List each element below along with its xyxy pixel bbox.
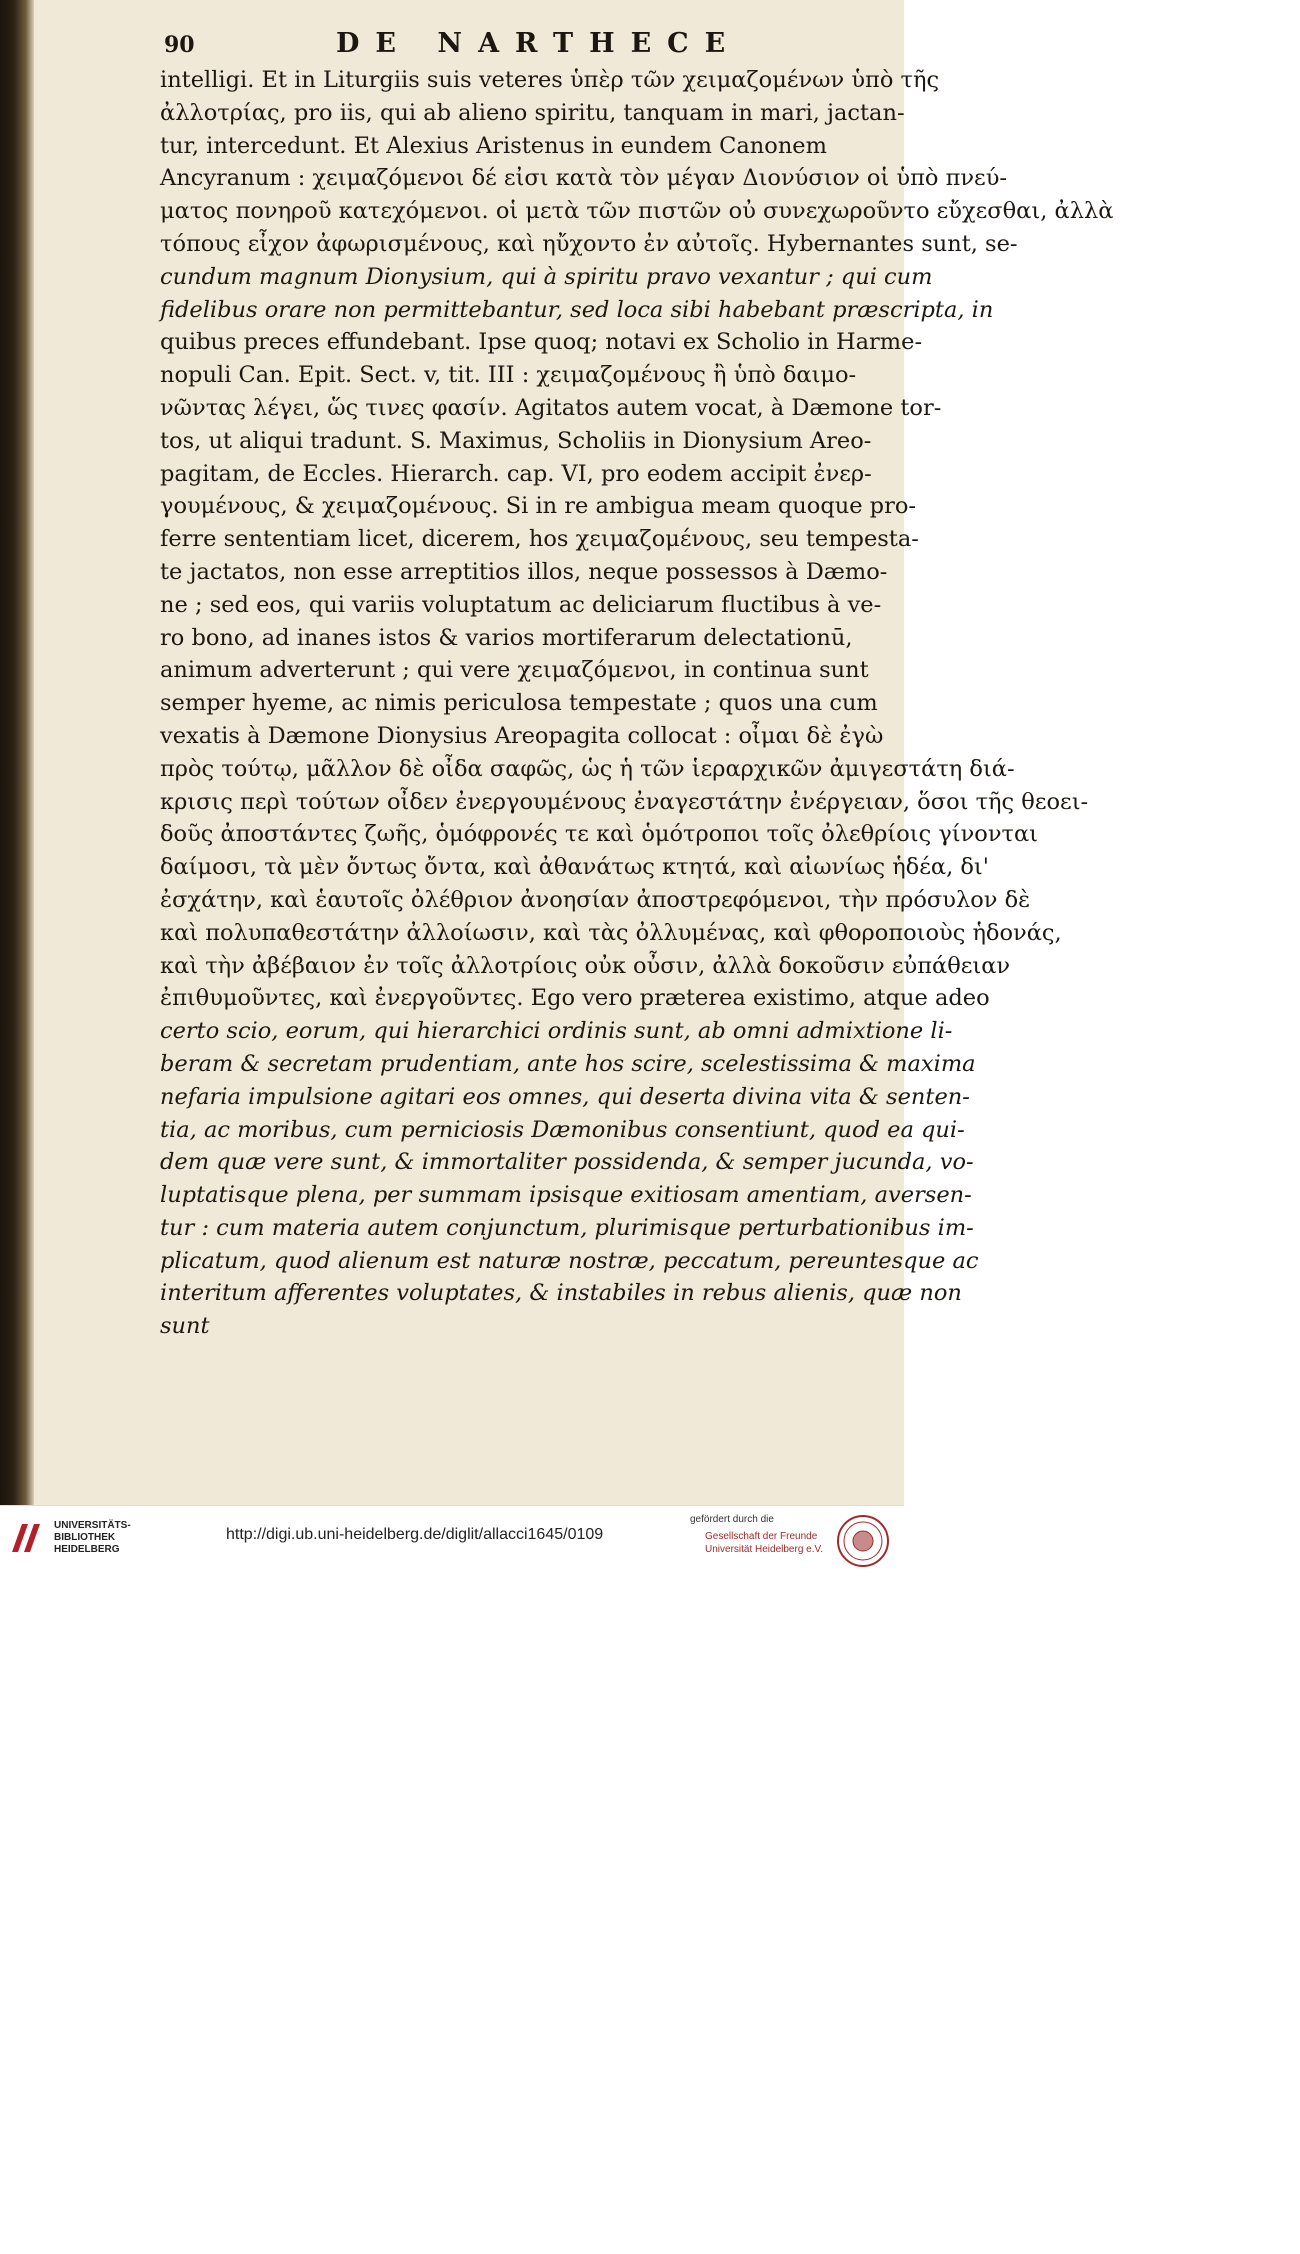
library-logo-icon — [8, 1518, 48, 1558]
text-line: interitum afferentes voluptates, & instabiles in rebus alienis, quæ non — [160, 1280, 962, 1307]
text-line: δαίμοσι, τὰ μὲν ὄντως ὄντα, καὶ ἀθανάτως κτητά, καὶ αἰωνίως ἡδέα, δι' — [160, 854, 989, 881]
text-line: ματος πονηροῦ κατεχόμενοι. οἱ μετὰ τῶν πιστῶν οὐ συνεχωροῦντο εὔχεσθαι, ἀλλὰ — [160, 198, 1114, 225]
page-url-link[interactable]: http://digi.ub.uni-heidelberg.de/diglit/allacci1645/0109 — [226, 1526, 604, 1543]
text-line: tos, ut aliqui tradunt. S. Maximus, Scholiis in Dionysium Areo- — [160, 427, 872, 454]
text-line: κρισις περὶ τούτων οἶδεν ἐνεργουμένους ἐναγεστάτην ἐνέργειαν, ὅσοι τῆς θεοει- — [160, 788, 1089, 815]
text-line: Ancyranum : χειμαζόμενοι δέ εἰσι κατὰ τὸν μέγαν Διονύσιον οἱ ὑπὸ πνεύ- — [160, 165, 1007, 192]
text-line: ne ; sed eos, qui variis voluptatum ac deliciarum fluctibus à ve- — [160, 591, 882, 618]
text-line: plicatum, quod alienum est naturæ nostræ, peccatum, pereuntesque ac — [160, 1247, 979, 1274]
funded-by-label: gefördert durch die — [690, 1514, 774, 1525]
body-text — [160, 64, 1114, 1343]
library-name: UNIVERSITÄTS- BIBLIOTHEK HEIDELBERG — [54, 1520, 131, 1555]
text-line: γουμένους, & χειμαζομένους. Si in re ambigua meam quoque pro- — [160, 493, 916, 520]
text-line: ἐσχάτην, καὶ ἑαυτοῖς ὀλέθριον ἀνοησίαν ἀποστρεφόμενοι, τὴν πρόσυλον δὲ — [160, 886, 1031, 913]
text-line: intelligi. Et in Liturgiis suis veteres ὑπὲρ τῶν χειμαζομένων ὑπὸ τῆς — [160, 67, 940, 93]
text-line: ro bono, ad inanes istos & varios mortiferarum delectationū, — [160, 624, 853, 651]
text-line: dem quæ vere sunt, & immortaliter possidenda, & semper jucunda, vo- — [160, 1149, 974, 1176]
book-page — [130, 28, 1114, 1343]
text-line: quibus preces effundebant. Ipse quoq; notavi ex Scholio in Harme- — [160, 329, 923, 356]
text-line: δοῦς ἀποστάντες ζωῆς, ὁμόφρονές τε καὶ ὁμότροποι τοῖς ὀλεθρίοις γίνονται — [160, 821, 1038, 848]
text-line: luptatisque plena, per summam ipsisque exitiosam amentiam, aversen- — [160, 1182, 972, 1209]
text-line: semper hyeme, ac nimis periculosa tempestate ; quos una cum — [160, 690, 878, 717]
text-line: ἐπιθυμοῦντες, καὶ ἐνεργοῦντες. Ego vero præterea existimo, atque adeo — [160, 985, 990, 1012]
society-name: Gesellschaft der Freunde Universität Heidelberg e.V. — [705, 1531, 824, 1555]
text-line: certo scio, eorum, qui hierarchici ordinis sunt, ab omni admixtione li- — [160, 1018, 953, 1045]
running-title: DE NARTHECE — [336, 28, 742, 59]
text-line: te jactatos, non esse arreptitios illos, neque possessos à Dæmo- — [160, 558, 888, 585]
text-line: νῶντας λέγει, ὥς τινες φασίν. Agitatos autem vocat, à Dæmone tor- — [160, 394, 942, 421]
page-header — [130, 28, 904, 64]
text-line: animum adverterunt ; qui vere χειμαζόμενοι, in continua sunt — [160, 657, 869, 684]
page-number: 90 — [164, 32, 195, 58]
text-line: τόπους εἶχον ἀφωρισμένους, καὶ ηὔχοντο ἐν αὐτοῖς. Hybernantes sunt, se- — [160, 230, 1018, 257]
text-line: καὶ πολυπαθεστάτην ἀλλοίωσιν, καὶ τὰς ὀλλυμένας, καὶ φθοροποιοὺς ἡδονάς, — [160, 919, 1062, 946]
text-line: pagitam, de Eccles. Hierarch. cap. VI, pro eodem accipit ἐνερ- — [160, 460, 872, 487]
text-line: ferre sententiam licet, dicerem, hos χειμαζομένους, seu tempesta- — [160, 526, 919, 553]
text-line: nefaria impulsione agitari eos omnes, qui deserta divina vita & senten- — [160, 1083, 970, 1110]
text-line: beram & secretam prudentiam, ante hos scire, scelestissima & maxima — [160, 1050, 976, 1077]
text-line: cundum magnum Dionysium, qui à spiritu pravo vexantur ; qui cum — [160, 263, 933, 290]
text-line: πρὸς τούτῳ, μᾶλλον δὲ οἶδα σαφῶς, ὡς ἡ τῶν ἱεραρχικῶν ἀμιγεστάτη διά- — [160, 755, 1015, 782]
text-line: tia, ac moribus, cum perniciosis Dæmonibus consentiunt, quod ea qui- — [160, 1116, 965, 1143]
text-line: nopuli Can. Epit. Sect. v, tit. III : χειμαζομένους ἢ ὑπὸ δαιμο- — [160, 362, 857, 389]
text-line: vexatis à Dæmone Dionysius Areopagita collocat : οἶμαι δὲ ἐγὼ — [160, 722, 884, 749]
viewer-footer — [0, 1505, 904, 1569]
university-seal-icon — [836, 1514, 890, 1568]
text-line: ἀλλοτρίας, pro iis, qui ab alieno spiritu, tanquam in mari, jactan- — [160, 99, 905, 126]
book-binding-edge — [0, 0, 34, 1505]
text-line: tur, intercedunt. Et Alexius Aristenus in eundem Canonem — [160, 132, 827, 159]
text-line: sunt — [160, 1313, 210, 1340]
text-line: fidelibus orare non permittebantur, sed loca sibi habebant præscripta, in — [160, 296, 994, 323]
text-line: καὶ τὴν ἀβέβαιον ἐν τοῖς ἀλλοτρίοις οὐκ οὖσιν, ἀλλὰ δοκοῦσιν εὐπάθειαν — [160, 952, 1011, 979]
text-line: tur : cum materia autem conjunctum, plurimisque perturbationibus im- — [160, 1214, 974, 1241]
